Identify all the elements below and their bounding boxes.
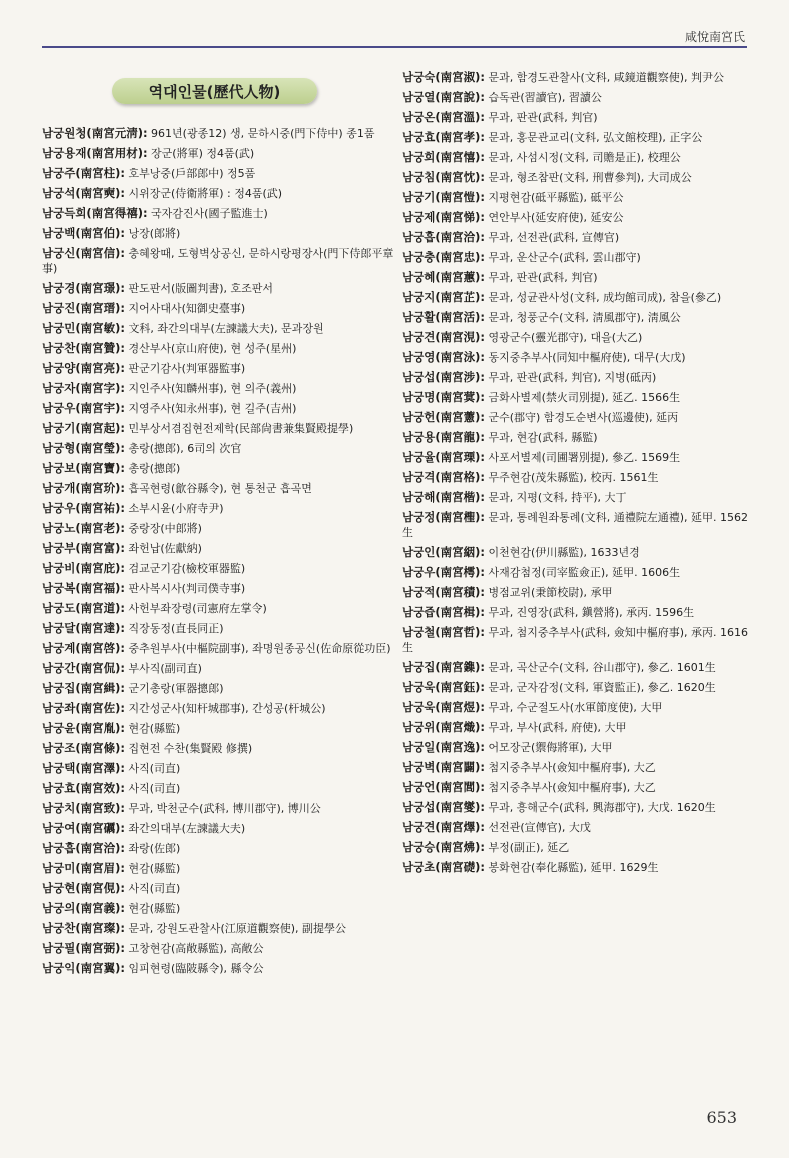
person-name: 남궁민(南宮敏): (42, 321, 125, 335)
person-entry (42, 621, 398, 636)
person-entry (402, 410, 752, 425)
person-entry (402, 450, 752, 465)
person-description: 문과, 형조참판(文科, 刑曹參判), 大司成公 (488, 171, 692, 184)
person-name: 남궁달(南宮達): (42, 621, 125, 635)
person-name: 남궁견(南宮燡): (402, 820, 485, 834)
person-entry (42, 661, 398, 676)
person-description: 현감(縣監) (128, 902, 181, 915)
person-entry (402, 430, 752, 445)
person-description: 좌간의대부(左諫議大夫) (128, 822, 246, 835)
person-name: 남궁우(南宮祐): (42, 501, 125, 515)
person-description: 민부상서겸집현전제학(民部尙書兼集賢殿提學) (128, 422, 354, 435)
person-description: 지영주사(知永州事), 현 길주(吉州) (128, 402, 297, 415)
person-entry (42, 281, 398, 296)
person-entry (402, 780, 752, 795)
person-description: 병점교위(秉節校尉), 承甲 (488, 586, 613, 599)
person-description: 사헌부좌장령(司憲府左掌令) (128, 602, 267, 615)
person-description: 직장동정(直長同正) (128, 622, 224, 635)
person-name: 남궁경(南宮璟): (42, 281, 125, 295)
page-number: 653 (706, 1108, 737, 1127)
person-entry (402, 90, 752, 105)
person-description: 문과, 군자감정(文科, 軍資監正), 參乙. 1620生 (488, 681, 716, 694)
person-entry (42, 521, 398, 536)
person-description: 습독관(習讀官), 習讀公 (488, 91, 602, 104)
person-entry (402, 350, 752, 365)
person-description: 군기총랑(軍器摠郎) (128, 682, 224, 695)
person-name: 남궁정(南宮檉): (402, 510, 485, 524)
person-name: 남궁도(南宮道): (42, 601, 125, 615)
person-name: 남궁형(南宮瑩): (42, 441, 125, 455)
person-description: 지평현감(砥平縣監), 砥平公 (488, 191, 624, 204)
person-entry (402, 585, 752, 600)
person-description: 중랑장(中郎將) (128, 522, 202, 535)
person-name: 남궁침(南宮忱): (402, 170, 485, 184)
person-name: 남궁계(南宮啓): (42, 641, 125, 655)
person-entry (402, 760, 752, 775)
person-name: 남궁제(南宮悌): (402, 210, 485, 224)
person-description: 문과, 곡산군수(文科, 谷山郡守), 參乙. 1601生 (488, 661, 716, 674)
person-description: 집현전 수찬(集賢殿 修撰) (128, 742, 253, 755)
person-entry (42, 341, 398, 356)
section-title: 역대인물(歷代人物) (112, 78, 317, 104)
person-entry (402, 170, 752, 185)
person-description: 961년(광종12) 생, 문하시중(門下侍中) 종1품 (151, 127, 375, 140)
person-entry (402, 740, 752, 755)
person-entry (402, 390, 752, 405)
person-name: 남궁용재(南宮用材): (42, 146, 148, 160)
person-description: 무과, 판관(武科, 判官) (488, 111, 598, 124)
person-name: 남궁우(南宮宇): (42, 401, 125, 415)
person-entry (42, 901, 398, 916)
person-description: 무과, 판관(武科, 判官) (488, 271, 598, 284)
person-name: 남궁우(南宮樗): (402, 565, 485, 579)
person-name: 남궁희(南宮憘): (402, 150, 485, 164)
person-name: 남궁효(南宮效): (42, 781, 125, 795)
person-entry (402, 860, 752, 875)
person-entry (402, 510, 752, 540)
person-entry (42, 126, 398, 141)
person-name: 남궁율(南宮瑮): (402, 450, 485, 464)
person-description: 무주현감(茂朱縣監), 校丙. 1561生 (488, 471, 659, 484)
person-name: 남궁열(南宮說): (402, 90, 485, 104)
header-title: 咸悅南宮氏 (684, 30, 745, 44)
person-entry (402, 110, 752, 125)
person-name: 남궁격(南宮格): (402, 470, 485, 484)
person-entry (42, 581, 398, 596)
person-entry (42, 321, 398, 336)
person-entry (42, 601, 398, 616)
person-name: 남궁욱(南宮鈺): (402, 680, 485, 694)
person-description: 사재감첨정(司宰監僉正), 延甲. 1606生 (488, 566, 681, 579)
person-entry (42, 841, 398, 856)
person-name: 남궁위(南宮熾): (402, 720, 485, 734)
person-name: 남궁흡(南宮洽): (42, 841, 125, 855)
person-name: 남궁승(南宮炥): (402, 840, 485, 854)
person-name: 남궁철(南宮哲): (402, 625, 485, 639)
person-description: 고창현감(高敞縣監), 高敞公 (128, 942, 264, 955)
person-name: 남궁효(南宮孝): (402, 130, 485, 144)
person-description: 사직(司直) (128, 882, 181, 895)
person-entry (42, 781, 398, 796)
person-description: 사포서별제(司圃署別提), 參乙. 1569生 (488, 451, 681, 464)
person-entry (402, 190, 752, 205)
person-description: 연안부사(延安府使), 延安公 (488, 211, 624, 224)
person-description: 문과, 지평(文科, 持平), 大丁 (488, 491, 627, 504)
person-name: 남궁조(南宮條): (42, 741, 125, 755)
person-entry (42, 721, 398, 736)
person-name: 남궁치(南宮致): (42, 801, 125, 815)
person-name: 남궁윤(南宮胤): (42, 721, 125, 735)
person-name: 남궁기(南宮愷): (402, 190, 485, 204)
person-description: 문과, 사섬시정(文科, 司贍是正), 校理公 (488, 151, 681, 164)
person-name: 남궁영(南宮泳): (402, 350, 485, 364)
person-name: 남궁개(南宮玠): (42, 481, 125, 495)
person-name: 남궁언(南宮閭): (402, 780, 485, 794)
person-description: 좌랑(佐郎) (128, 842, 181, 855)
person-description: 소부시윤(小府寺尹) (128, 502, 224, 515)
person-name: 남궁복(南宮福): (42, 581, 125, 595)
person-name: 남궁흡(南宮洽): (402, 230, 485, 244)
person-description: 검교군기감(檢校軍器監) (128, 562, 246, 575)
person-entry (42, 461, 398, 476)
person-name: 남궁여(南宮礪): (42, 821, 125, 835)
person-entry (42, 381, 398, 396)
person-name: 남궁즙(南宮楫): (402, 605, 485, 619)
person-name: 남궁익(南宮翼): (42, 961, 125, 975)
person-name: 남궁벽(南宮闢): (402, 760, 485, 774)
person-description: 文科, 좌간의대부(左諫議大夫), 문과장원 (128, 322, 324, 335)
person-name: 남궁찬(南宮贊): (42, 341, 125, 355)
person-name: 남궁일(南宮逸): (402, 740, 485, 754)
person-description: 판군기감사(判軍器監事) (128, 362, 246, 375)
person-description: 총랑(摠郎) (128, 462, 181, 475)
person-entry (402, 700, 752, 715)
person-entry (402, 820, 752, 835)
person-entry (42, 761, 398, 776)
person-entry (402, 840, 752, 855)
person-description: 부사직(副司直) (128, 662, 202, 675)
person-name: 남궁욱(南宮煜): (402, 700, 485, 714)
person-entry (42, 561, 398, 576)
person-description: 무과, 첨지중추부사(武科, 僉知中樞府事), 承丙. 1616生 (402, 626, 748, 654)
person-description: 무과, 흥해군수(武科, 興海郡守), 大戊. 1620生 (488, 801, 716, 814)
person-name: 남궁인(南宮絪): (402, 545, 485, 559)
person-description: 임피현령(臨陂縣令), 縣令公 (128, 962, 264, 975)
person-entry (402, 470, 752, 485)
person-description: 무과, 선전관(武科, 宣傳官) (488, 231, 620, 244)
person-entry (402, 660, 752, 675)
person-name: 남궁찬(南宮璨): (42, 921, 125, 935)
person-entry (42, 701, 398, 716)
person-name: 남궁집(南宮緝): (42, 681, 125, 695)
person-description: 첨지중추부사(僉知中樞府事), 大乙 (488, 781, 656, 794)
person-entry (402, 720, 752, 735)
person-entry (42, 421, 398, 436)
person-entry (42, 166, 398, 181)
person-entry (42, 206, 398, 221)
person-entry (42, 246, 398, 276)
person-name: 남궁백(南宮伯): (42, 226, 125, 240)
person-name: 남궁숙(南宮淑): (402, 70, 485, 84)
person-description: 현감(縣監) (128, 722, 181, 735)
person-name: 남궁원청(南宮元淸): (42, 126, 148, 140)
person-entry (402, 130, 752, 145)
person-description: 무과, 현감(武科, 縣監) (488, 431, 598, 444)
person-name: 남궁양(南宮亮): (42, 361, 125, 375)
person-description: 동지중추부사(同知中樞府使), 대무(大戊) (488, 351, 686, 364)
person-entry (42, 801, 398, 816)
person-description: 장군(將軍) 정4품(武) (151, 147, 255, 160)
person-description: 영광군수(靈光郡守), 대을(大乙) (488, 331, 643, 344)
person-entry (42, 541, 398, 556)
person-description: 판도판서(版圖判書), 호조판서 (128, 282, 274, 295)
person-entry (402, 545, 752, 560)
person-description: 문과, 청풍군수(文科, 淸風郡守), 淸風公 (488, 311, 681, 324)
person-entry (42, 881, 398, 896)
left-column (42, 126, 398, 981)
person-name: 남궁섭(南宮涉): (402, 370, 485, 384)
person-description: 무과, 부사(武科, 府使), 大甲 (488, 721, 627, 734)
person-description: 지어사대사(知御史臺事) (128, 302, 246, 315)
person-description: 문과, 함경도관찰사(文科, 咸鏡道觀察使), 判尹公 (488, 71, 725, 84)
person-description: 흡곡현령(歙谷縣令), 현 통천군 흡곡면 (128, 482, 312, 495)
person-entry (42, 861, 398, 876)
person-description: 무과, 판관(武科, 判官), 지병(砥丙) (488, 371, 657, 384)
person-description: 낭장(郎將) (128, 227, 181, 240)
person-name: 남궁미(南宮眉): (42, 861, 125, 875)
person-entry (402, 625, 752, 655)
person-description: 문과, 강원도관찰사(江原道觀察使), 副提學公 (128, 922, 347, 935)
person-entry (42, 941, 398, 956)
person-entry (42, 361, 398, 376)
person-name: 남궁간(南宮侃): (42, 661, 125, 675)
person-entry (402, 150, 752, 165)
person-name: 남궁필(南宮弼): (42, 941, 125, 955)
person-name: 남궁기(南宮起): (42, 421, 125, 435)
person-name: 남궁명(南宮蓂): (402, 390, 485, 404)
person-entry (402, 70, 752, 85)
person-name: 남궁활(南宮活): (402, 310, 485, 324)
person-name: 남궁헌(南宮藼): (402, 410, 485, 424)
person-description: 문과, 홍문관교리(文科, 弘文館校理), 正字公 (488, 131, 703, 144)
person-entry (402, 370, 752, 385)
person-description: 호부낭중(戶部郎中) 정5품 (128, 167, 256, 180)
person-description: 충혜왕때, 도형벽상공신, 문하시랑평장사(門下侍郎平章事) (42, 247, 394, 275)
person-name: 남궁자(南宮字): (42, 381, 125, 395)
person-entry (42, 441, 398, 456)
person-entry (42, 681, 398, 696)
person-description: 군수(郡守) 함경도순변사(巡邊使), 延丙 (488, 411, 679, 424)
right-column (402, 70, 752, 880)
person-description: 좌헌납(佐獻納) (128, 542, 202, 555)
person-name: 남궁신(南宮信): (42, 246, 125, 260)
person-entry (402, 310, 752, 325)
person-name: 남궁의(南宮義): (42, 901, 125, 915)
person-entry (42, 501, 398, 516)
person-entry (42, 961, 398, 976)
person-name: 남궁현(南宮俔): (42, 881, 125, 895)
person-name: 남궁온(南宮溫): (402, 110, 485, 124)
person-name: 남궁지(南宮芷): (402, 290, 485, 304)
person-entry (402, 270, 752, 285)
person-entry (402, 210, 752, 225)
person-description: 어모장군(禦侮將軍), 大甲 (488, 741, 613, 754)
person-description: 부정(副正), 延乙 (488, 841, 570, 854)
person-entry (42, 146, 398, 161)
person-name: 남궁충(南宮忠): (402, 250, 485, 264)
person-description: 첨지중추부사(僉知中樞府事), 大乙 (488, 761, 656, 774)
person-entry (42, 401, 398, 416)
person-entry (402, 250, 752, 265)
person-name: 남궁택(南宮澤): (42, 761, 125, 775)
person-entry (402, 330, 752, 345)
person-name: 남궁초(南宮礎): (402, 860, 485, 874)
person-description: 현감(縣監) (128, 862, 181, 875)
person-name: 남궁적(南宮積): (402, 585, 485, 599)
person-description: 국자감진사(國子監進士) (151, 207, 268, 220)
person-description: 무과, 박천군수(武科, 博川郡守), 博川公 (128, 802, 321, 815)
person-name: 남궁용(南宮龍): (402, 430, 485, 444)
person-description: 시위장군(侍衛將軍) : 정4품(武) (128, 187, 283, 200)
person-entry (42, 186, 398, 201)
person-entry (402, 290, 752, 305)
person-description: 금화사별제(禁火司別提), 延乙. 1566生 (488, 391, 681, 404)
person-name: 남궁해(南宮楷): (402, 490, 485, 504)
person-description: 경산부사(京山府使), 현 성주(星州) (128, 342, 297, 355)
person-description: 총랑(摠郎), 6司의 次官 (128, 442, 242, 455)
person-entry (402, 565, 752, 580)
person-description: 무과, 운산군수(武科, 雲山郡守) (488, 251, 641, 264)
person-description: 중추원부사(中樞院副事), 좌명원종공신(佐命原從功臣) (128, 642, 391, 655)
person-entry (402, 490, 752, 505)
person-entry (42, 481, 398, 496)
person-description: 문과, 성균관사성(文科, 成均館司成), 참을(參乙) (488, 291, 722, 304)
person-entry (402, 230, 752, 245)
person-name: 남궁견(南宮涀): (402, 330, 485, 344)
person-description: 무과, 수군절도사(水軍節度使), 大甲 (488, 701, 663, 714)
person-name: 남궁주(南宮柱): (42, 166, 125, 180)
person-entry (42, 301, 398, 316)
person-description: 사직(司直) (128, 762, 181, 775)
person-description: 선전관(宣傳官), 大戊 (488, 821, 591, 834)
person-description: 이천현감(伊川縣監), 1633년경 (488, 546, 640, 559)
person-entry (42, 641, 398, 656)
person-name: 남궁진(南宮瑨): (42, 301, 125, 315)
person-entry (402, 605, 752, 620)
person-name: 남궁석(南宮奭): (42, 186, 125, 200)
person-entry (42, 821, 398, 836)
person-name: 남궁비(南宮庇): (42, 561, 125, 575)
person-name: 남궁혜(南宮蕙): (402, 270, 485, 284)
person-name: 남궁섭(南宮燮): (402, 800, 485, 814)
header-rule (42, 46, 747, 48)
person-name: 남궁노(南宮老): (42, 521, 125, 535)
person-description: 무과, 진영장(武科, 鎭營將), 承丙. 1596生 (488, 606, 695, 619)
person-entry (402, 800, 752, 815)
person-entry (42, 741, 398, 756)
person-description: 사직(司直) (128, 782, 181, 795)
person-description: 지인주사(知麟州事), 현 의주(義州) (128, 382, 297, 395)
person-name: 남궁득희(南宮得禧): (42, 206, 148, 220)
person-name: 남궁보(南宮寶): (42, 461, 125, 475)
person-description: 문과, 통례원좌통례(文科, 通禮院左通禮), 延甲. 1562生 (402, 511, 748, 539)
person-name: 남궁부(南宮富): (42, 541, 125, 555)
person-entry (42, 921, 398, 936)
person-description: 판사복시사(判司僕寺事) (128, 582, 246, 595)
person-description: 봉화현감(奉化縣監), 延甲. 1629生 (488, 861, 659, 874)
person-name: 남궁좌(南宮佐): (42, 701, 125, 715)
person-entry (42, 226, 398, 241)
person-description: 지간성군사(知杆城郡事), 간성공(杆城公) (128, 702, 326, 715)
person-name: 남궁집(南宮鏶): (402, 660, 485, 674)
person-entry (402, 680, 752, 695)
